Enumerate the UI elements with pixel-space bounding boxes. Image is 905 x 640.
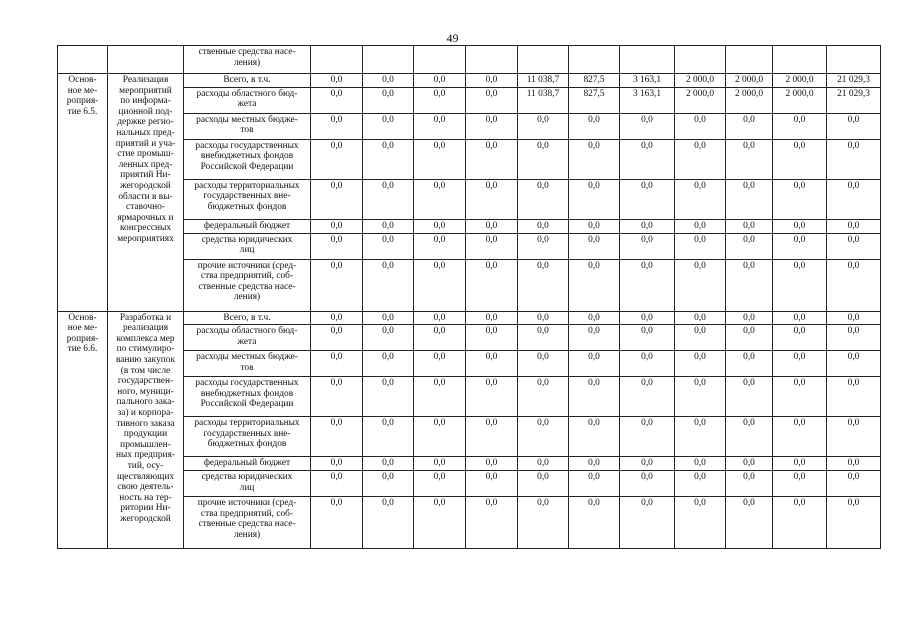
value-cell: 0,0 (466, 87, 518, 113)
value-cell: 0,0 (773, 377, 827, 417)
value-cell: 0,0 (518, 417, 569, 457)
value-cell: 0,0 (466, 417, 518, 457)
value-cell: 0,0 (569, 457, 620, 471)
value-cell: 0,0 (773, 139, 827, 179)
value-cell (569, 46, 620, 74)
value-cell: 0,0 (569, 325, 620, 351)
value-cell: 0,0 (620, 113, 675, 139)
value-cell: 0,0 (414, 74, 466, 88)
value-cell: 0,0 (827, 139, 881, 179)
value-cell: 0,0 (620, 233, 675, 259)
value-cell: 0,0 (620, 351, 675, 377)
funding-source-cell: средства юридических лиц (184, 233, 311, 259)
value-cell: 0,0 (466, 325, 518, 351)
value-cell: 0,0 (773, 351, 827, 377)
value-cell: 0,0 (773, 457, 827, 471)
value-cell: 0,0 (827, 497, 881, 549)
value-cell (311, 46, 363, 74)
value-cell: 2 000,0 (726, 74, 773, 88)
value-cell: 0,0 (518, 139, 569, 179)
value-cell: 0,0 (726, 259, 773, 311)
funding-source-cell: расходы территориальных государственных вне- бюджетных фондов (184, 179, 311, 219)
value-cell: 0,0 (827, 219, 881, 233)
value-cell: 0,0 (827, 325, 881, 351)
value-cell: 0,0 (466, 471, 518, 497)
value-cell: 0,0 (466, 219, 518, 233)
value-cell: 0,0 (414, 139, 466, 179)
value-cell: 0,0 (414, 87, 466, 113)
value-cell: 0,0 (414, 417, 466, 457)
value-cell: 0,0 (620, 325, 675, 351)
value-cell: 0,0 (518, 351, 569, 377)
value-cell: 0,0 (726, 233, 773, 259)
value-cell: 0,0 (620, 457, 675, 471)
value-cell: 0,0 (363, 219, 414, 233)
value-cell: 0,0 (466, 259, 518, 311)
value-cell (773, 46, 827, 74)
value-cell: 0,0 (363, 325, 414, 351)
value-cell: 0,0 (311, 233, 363, 259)
value-cell: 0,0 (726, 113, 773, 139)
value-cell: 0,0 (363, 259, 414, 311)
value-cell: 0,0 (827, 259, 881, 311)
value-cell: 0,0 (675, 259, 726, 311)
value-cell: 0,0 (675, 325, 726, 351)
value-cell: 21 029,3 (827, 74, 881, 88)
value-cell: 0,0 (414, 497, 466, 549)
value-cell (726, 46, 773, 74)
value-cell: 0,0 (569, 471, 620, 497)
value-cell: 2 000,0 (773, 74, 827, 88)
value-cell: 0,0 (414, 351, 466, 377)
value-cell (414, 46, 466, 74)
value-cell: 0,0 (569, 377, 620, 417)
measure-title-cell: Разработка и реализация комплекса мер по стимулиро- ванию закупок (в том числе государствен- ного, муници- пального зака- за) и корпора- тивного заказа продукции промышлен- ных предприя- тий, осу- ществляющих свою деятель- ность на тер- ритории Ни- жегородской (108, 311, 184, 549)
value-cell: 0,0 (620, 497, 675, 549)
value-cell: 0,0 (569, 139, 620, 179)
value-cell: 0,0 (620, 259, 675, 311)
value-cell: 0,0 (827, 377, 881, 417)
value-cell: 0,0 (466, 113, 518, 139)
value-cell: 0,0 (773, 233, 827, 259)
value-cell: 0,0 (675, 219, 726, 233)
funding-source-cell: Всего, в т.ч. (184, 311, 311, 325)
table-row (58, 74, 881, 88)
value-cell: 0,0 (620, 219, 675, 233)
value-cell: 0,0 (620, 311, 675, 325)
value-cell: 0,0 (363, 139, 414, 179)
value-cell (675, 46, 726, 74)
value-cell: 3 163,1 (620, 87, 675, 113)
funding-source-cell: средства юридических лиц (184, 471, 311, 497)
value-cell: 21 029,3 (827, 87, 881, 113)
value-cell: 0,0 (569, 497, 620, 549)
value-cell: 0,0 (726, 179, 773, 219)
value-cell: 0,0 (466, 139, 518, 179)
value-cell: 0,0 (311, 219, 363, 233)
value-cell: 0,0 (518, 219, 569, 233)
value-cell: 0,0 (518, 457, 569, 471)
value-cell: 0,0 (569, 311, 620, 325)
value-cell: 0,0 (675, 311, 726, 325)
value-cell: 0,0 (518, 325, 569, 351)
value-cell (620, 46, 675, 74)
value-cell: 0,0 (827, 351, 881, 377)
value-cell: 0,0 (518, 113, 569, 139)
value-cell: 0,0 (311, 471, 363, 497)
value-cell: 0,0 (311, 113, 363, 139)
measure-code-cell: Основ- ное ме- роприя- тие 6.6. (58, 311, 108, 549)
value-cell: 0,0 (311, 417, 363, 457)
value-cell: 0,0 (773, 325, 827, 351)
value-cell: 0,0 (518, 259, 569, 311)
value-cell: 0,0 (363, 377, 414, 417)
value-cell: 0,0 (414, 311, 466, 325)
value-cell: 0,0 (726, 139, 773, 179)
value-cell: 0,0 (311, 325, 363, 351)
funding-source-cell: федеральный бюджет (184, 457, 311, 471)
value-cell: 0,0 (726, 377, 773, 417)
value-cell: 0,0 (675, 471, 726, 497)
value-cell: 0,0 (466, 351, 518, 377)
value-cell: 0,0 (569, 113, 620, 139)
value-cell: 0,0 (466, 457, 518, 471)
measure-code-cell: Основ- ное ме- роприя- тие 6.5. (58, 74, 108, 312)
value-cell: 0,0 (773, 497, 827, 549)
value-cell: 0,0 (311, 311, 363, 325)
value-cell: 0,0 (466, 233, 518, 259)
measure-title-cell: Реализация мероприятий по информа- ционной под- держке регио- нальных пред- приятий и уча- стие промыш- ленных пред- приятий Ни- жегородской области в вы- ставочно- ярмарочных и конгрессных мероприятиях (108, 74, 184, 312)
value-cell (518, 46, 569, 74)
value-cell: 0,0 (675, 351, 726, 377)
budget-table (57, 45, 881, 549)
value-cell: 0,0 (675, 233, 726, 259)
value-cell: 0,0 (726, 457, 773, 471)
value-cell: 0,0 (726, 497, 773, 549)
value-cell: 0,0 (363, 74, 414, 88)
value-cell: 0,0 (363, 233, 414, 259)
value-cell: 0,0 (726, 325, 773, 351)
value-cell: 0,0 (726, 417, 773, 457)
value-cell: 0,0 (620, 377, 675, 417)
value-cell: 0,0 (518, 233, 569, 259)
value-cell: 0,0 (675, 417, 726, 457)
value-cell: 0,0 (620, 417, 675, 457)
value-cell: 0,0 (773, 179, 827, 219)
value-cell: 0,0 (773, 113, 827, 139)
value-cell: 0,0 (726, 219, 773, 233)
value-cell: 0,0 (675, 457, 726, 471)
value-cell: 0,0 (414, 259, 466, 311)
value-cell: 0,0 (726, 471, 773, 497)
value-cell: 0,0 (311, 377, 363, 417)
value-cell: 0,0 (311, 179, 363, 219)
value-cell: 0,0 (311, 457, 363, 471)
value-cell: 0,0 (726, 351, 773, 377)
value-cell: 0,0 (363, 497, 414, 549)
value-cell: 0,0 (827, 179, 881, 219)
table-row (58, 311, 881, 325)
value-cell: 0,0 (569, 179, 620, 219)
value-cell: 0,0 (363, 179, 414, 219)
funding-source-cell: расходы государственных внебюджетных фондов Российской Федерации (184, 377, 311, 417)
value-cell: 0,0 (773, 259, 827, 311)
value-cell: 0,0 (675, 113, 726, 139)
value-cell: 0,0 (311, 139, 363, 179)
value-cell: 11 038,7 (518, 74, 569, 88)
funding-source-cell: Всего, в т.ч. (184, 74, 311, 88)
value-cell: 0,0 (827, 113, 881, 139)
value-cell: 0,0 (726, 311, 773, 325)
value-cell: 0,0 (773, 311, 827, 325)
value-cell: 0,0 (620, 471, 675, 497)
value-cell: 0,0 (414, 233, 466, 259)
measure-code-cell (58, 46, 108, 74)
value-cell: 0,0 (569, 219, 620, 233)
value-cell: 2 000,0 (726, 87, 773, 113)
value-cell: 0,0 (827, 233, 881, 259)
funding-source-cell: федеральный бюджет (184, 219, 311, 233)
value-cell: 0,0 (827, 471, 881, 497)
value-cell: 0,0 (569, 259, 620, 311)
value-cell: 3 163,1 (620, 74, 675, 88)
value-cell: 0,0 (620, 179, 675, 219)
value-cell (363, 46, 414, 74)
funding-source-cell: расходы областного бюд- жета (184, 87, 311, 113)
table-row (58, 46, 881, 74)
value-cell: 0,0 (466, 311, 518, 325)
value-cell: 0,0 (466, 497, 518, 549)
value-cell: 0,0 (518, 311, 569, 325)
value-cell: 0,0 (414, 113, 466, 139)
value-cell: 0,0 (363, 417, 414, 457)
value-cell: 0,0 (414, 471, 466, 497)
value-cell: 0,0 (363, 457, 414, 471)
value-cell: 827,5 (569, 87, 620, 113)
value-cell: 11 038,7 (518, 87, 569, 113)
value-cell: 0,0 (414, 377, 466, 417)
value-cell: 0,0 (363, 471, 414, 497)
value-cell: 0,0 (773, 219, 827, 233)
funding-source-cell: расходы местных бюдже- тов (184, 113, 311, 139)
value-cell: 0,0 (773, 417, 827, 457)
value-cell: 0,0 (311, 259, 363, 311)
page-number: 49 (446, 31, 459, 45)
funding-source-cell: расходы местных бюдже- тов (184, 351, 311, 377)
value-cell: 0,0 (414, 219, 466, 233)
value-cell: 0,0 (311, 74, 363, 88)
value-cell: 0,0 (518, 471, 569, 497)
value-cell: 0,0 (466, 377, 518, 417)
value-cell: 0,0 (569, 351, 620, 377)
value-cell: 0,0 (466, 179, 518, 219)
value-cell: 0,0 (675, 139, 726, 179)
funding-source-cell: прочие источники (сред- ства предприятий, соб- ственные средства насе- ления) (184, 497, 311, 549)
value-cell: 0,0 (363, 351, 414, 377)
value-cell: 0,0 (311, 351, 363, 377)
measure-title-cell (108, 46, 184, 74)
value-cell: 0,0 (363, 311, 414, 325)
value-cell: 0,0 (675, 497, 726, 549)
value-cell: 0,0 (569, 233, 620, 259)
value-cell: 0,0 (466, 74, 518, 88)
funding-source-cell: прочие источники (сред- ства предприятий, соб- ственные средства насе- ления) (184, 259, 311, 311)
value-cell: 0,0 (773, 471, 827, 497)
value-cell: 0,0 (620, 139, 675, 179)
value-cell: 0,0 (827, 457, 881, 471)
value-cell: 0,0 (414, 457, 466, 471)
value-cell: 827,5 (569, 74, 620, 88)
value-cell: 0,0 (311, 497, 363, 549)
value-cell (466, 46, 518, 74)
value-cell: 2 000,0 (773, 87, 827, 113)
funding-source-cell: ственные средства насе- ления) (184, 46, 311, 74)
value-cell: 0,0 (414, 325, 466, 351)
funding-source-cell: расходы областного бюд- жета (184, 325, 311, 351)
value-cell: 0,0 (518, 497, 569, 549)
funding-source-cell: расходы территориальных государственных вне- бюджетных фондов (184, 417, 311, 457)
funding-source-cell: расходы государственных внебюджетных фондов Российской Федерации (184, 139, 311, 179)
value-cell: 0,0 (414, 179, 466, 219)
value-cell: 0,0 (518, 377, 569, 417)
value-cell: 0,0 (827, 311, 881, 325)
value-cell: 0,0 (675, 179, 726, 219)
value-cell: 0,0 (569, 417, 620, 457)
value-cell: 0,0 (311, 87, 363, 113)
value-cell: 0,0 (363, 113, 414, 139)
value-cell: 0,0 (827, 417, 881, 457)
value-cell: 2 000,0 (675, 87, 726, 113)
value-cell: 0,0 (363, 87, 414, 113)
value-cell: 2 000,0 (675, 74, 726, 88)
value-cell: 0,0 (675, 377, 726, 417)
value-cell: 0,0 (518, 179, 569, 219)
value-cell (827, 46, 881, 74)
